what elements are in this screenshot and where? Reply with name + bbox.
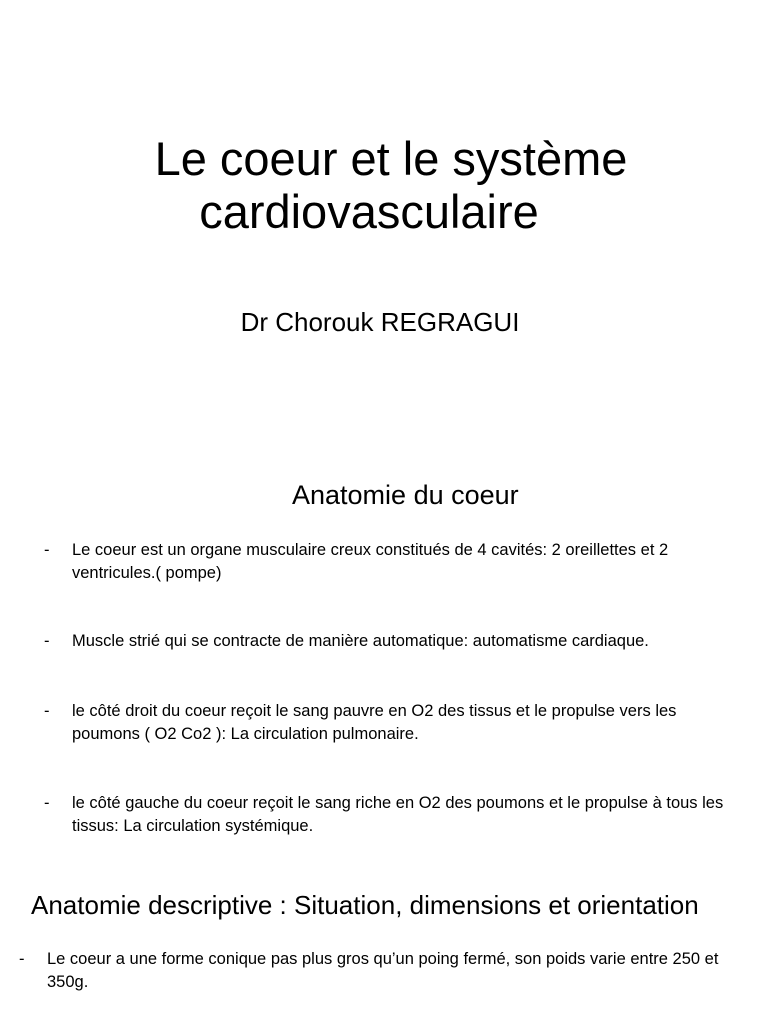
bullet-marker: - <box>44 632 50 650</box>
list-item <box>44 700 744 746</box>
list-item-text: Le coeur est un organe musculaire creux constitués de 4 cavités: 2 oreillettes et 2 ventricules.( pompe) <box>72 541 669 582</box>
document-title-line-2: cardiovasculaire <box>199 185 539 238</box>
list-item <box>44 630 744 653</box>
section-heading-anatomie: Anatomie du coeur <box>292 480 519 510</box>
bullet-marker: - <box>19 950 25 968</box>
author-name: Dr Chorouk REGRAGUI <box>240 307 520 337</box>
bullet-marker: - <box>44 541 50 559</box>
section-heading-anatomie-descriptive: Anatomie descriptive : Situation, dimensions et orientation <box>31 890 699 920</box>
list-item <box>44 792 750 838</box>
document-title-line-1: Le coeur et le système <box>154 132 628 185</box>
list-item <box>44 539 744 585</box>
bullet-marker: - <box>44 794 50 812</box>
list-item <box>19 948 749 994</box>
list-item-text: le côté droit du coeur reçoit le sang pauvre en O2 des tissus et le propulse vers les poumons ( O2 Co2 ): La circulation pulmonaire. <box>72 702 677 743</box>
document-title <box>0 132 768 238</box>
list-item-text: le côté gauche du coeur reçoit le sang riche en O2 des poumons et le propulse à tous les tissus: La circulation systémique. <box>72 794 724 835</box>
list-item-text: Le coeur a une forme conique pas plus gros qu’un poing fermé, son poids varie entre 250 et 350g. <box>47 950 719 991</box>
list-item-text: Muscle strié qui se contracte de manière automatique: automatisme cardiaque. <box>72 632 649 650</box>
bullet-marker: - <box>44 702 50 720</box>
